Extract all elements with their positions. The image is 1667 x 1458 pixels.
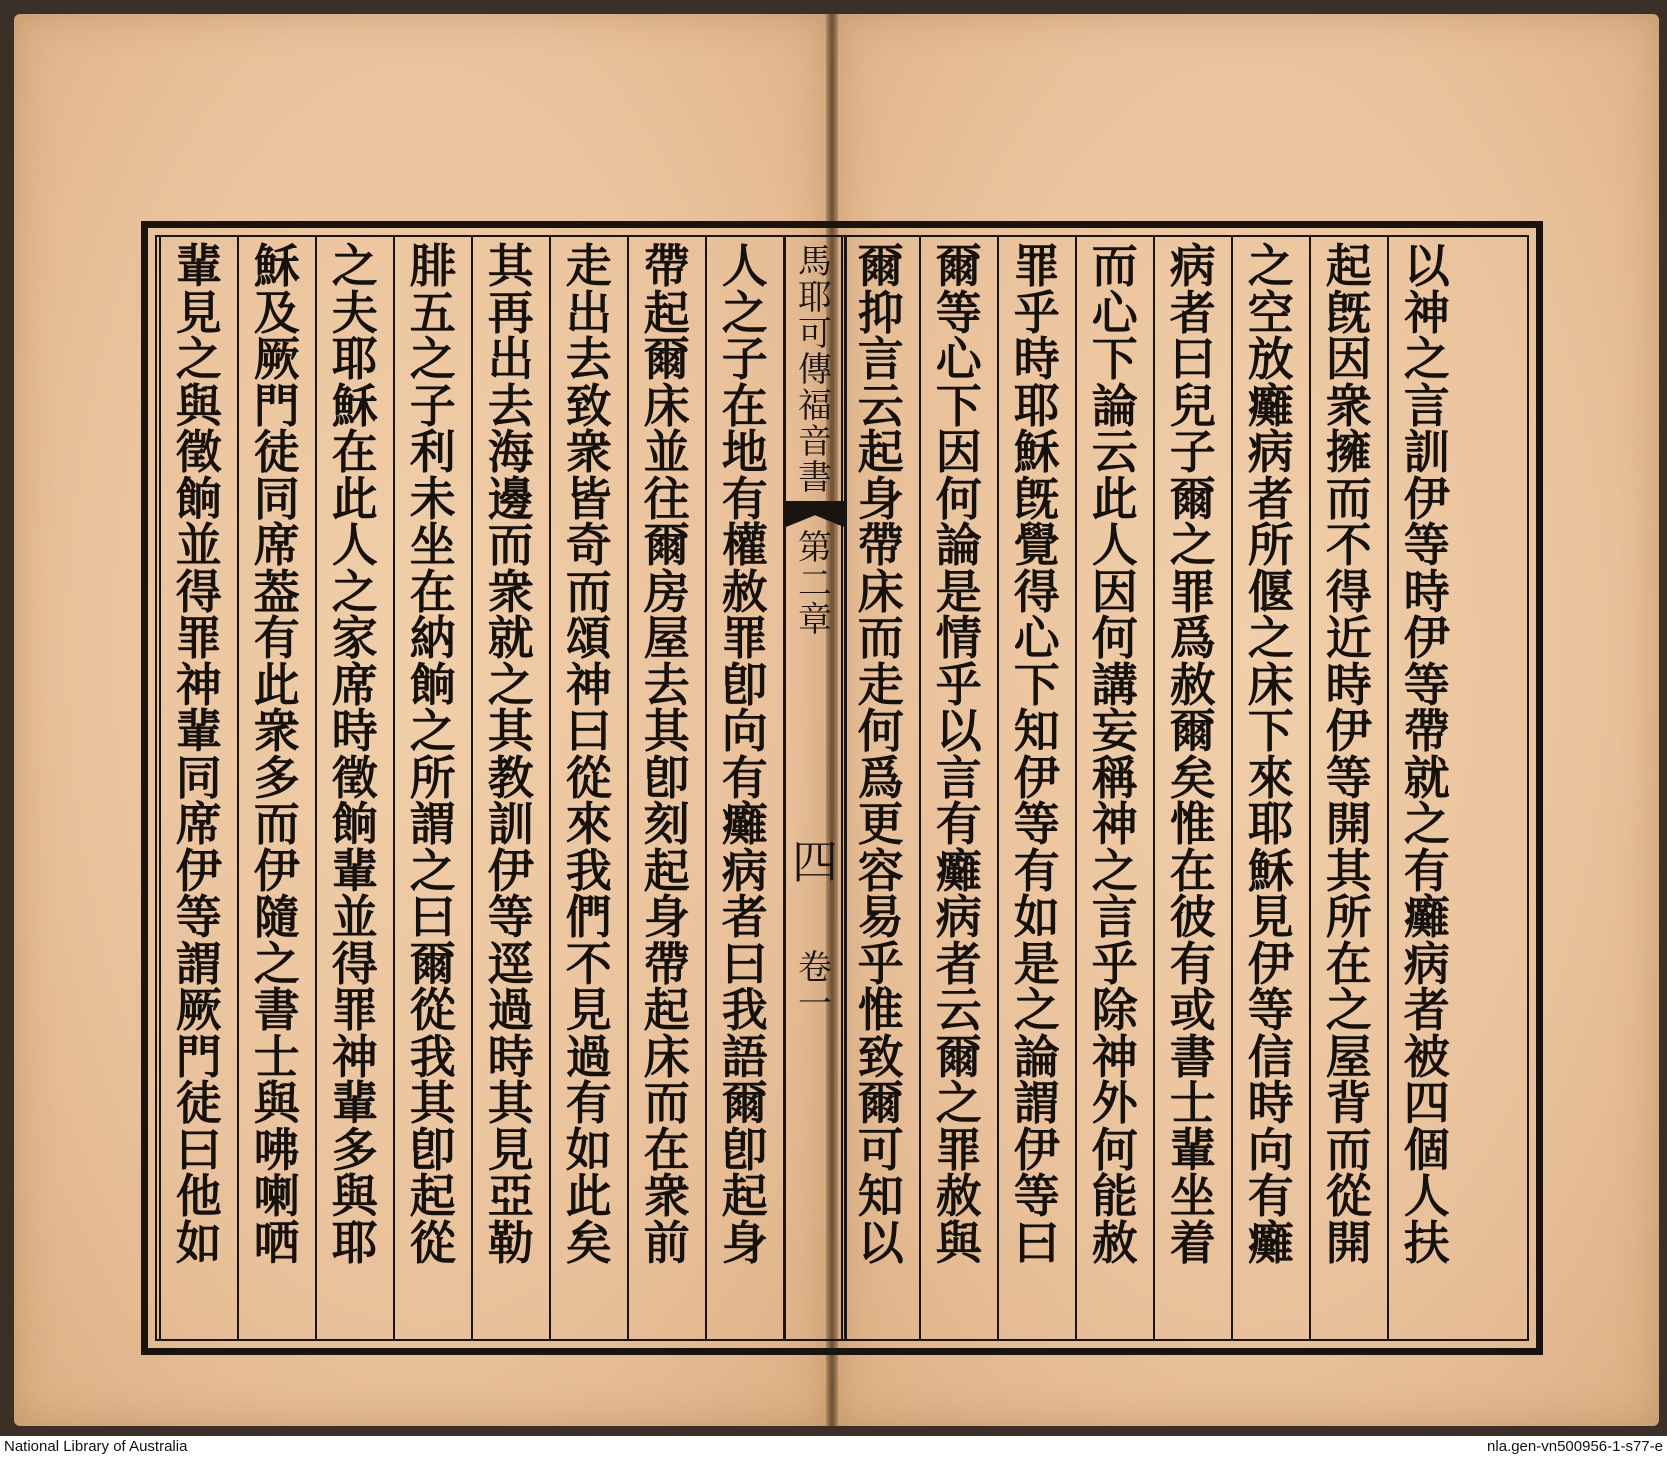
chapter-label: 第 二 章 <box>798 528 832 640</box>
title-strip <box>783 237 847 1339</box>
volume-label: 卷 一 <box>798 948 832 1024</box>
fish-tail-mark <box>786 501 844 527</box>
institution-credit: National Library of Australia <box>4 1438 188 1455</box>
right-column-3: 之 空 放 癱 病 者 所 偃 之 床 下 來 耶 穌 見 伊 等 信 時 向 有 癱 <box>1231 237 1309 1339</box>
left-column-5: 腓 五 之 子 利 未 坐 在 納 餉 之 所 謂 之 曰 爾 從 我 其 卽 起 從 <box>393 237 471 1339</box>
left-column-1: 人 之 子 在 地 有 權 赦 罪 卽 向 有 癱 病 者 曰 我 語 爾 卽 起 身 <box>705 237 783 1339</box>
text-block <box>155 235 1529 1341</box>
left-column-3: 走 出 去 致 衆 皆 奇 而 頌 神 曰 從 來 我 們 不 見 過 有 如 此 矣 <box>549 237 627 1339</box>
right-column-6: 罪 乎 時 耶 穌 旣 覺 得 心 下 知 伊 等 有 如 是 之 論 謂 伊 等 曰 <box>997 237 1075 1339</box>
left-column-7: 穌 及 厥 門 徒 同 席 葢 有 此 衆 多 而 伊 隨 之 書 士 與 咈 喇 哂 <box>237 237 315 1339</box>
right-column-1: 以 神 之 言 訓 伊 等 時 伊 等 帶 就 之 有 癱 病 者 被 四 個 人 扶 <box>1387 237 1465 1339</box>
page-identifier: nla.gen-vn500956-1-s77-e <box>1487 1438 1663 1455</box>
left-column-2: 帶 起 爾 床 並 往 爾 房 屋 去 其 卽 刻 起 身 帶 起 床 而 在 衆 前 <box>627 237 705 1339</box>
page-number: 四 <box>792 835 838 889</box>
footer-bar <box>0 1436 1667 1458</box>
right-column-7: 爾 等 心 下 因 何 論 是 情 乎 以 言 有 癱 病 者 云 爾 之 罪 赦 與 <box>919 237 997 1339</box>
left-column-6: 之 夫 耶 穌 在 此 人 之 家 席 時 徵 餉 輩 並 得 罪 神 輩 多 與 耶 <box>315 237 393 1339</box>
right-column-2: 起 旣 因 衆 擁 而 不 得 近 時 伊 等 開 其 所 在 之 屋 背 而 從 開 <box>1309 237 1387 1339</box>
right-column-8: 爾 抑 言 云 起 身 帶 床 而 走 何 爲 更 容 易 乎 惟 致 爾 可 知 以 <box>841 237 919 1339</box>
left-column-8: 輩 見 之 與 徵 餉 並 得 罪 神 輩 同 席 伊 等 謂 厥 門 徒 曰 他 如 <box>159 237 237 1339</box>
right-column-5: 而 心 下 論 云 此 人 因 何 講 妄 稱 神 之 言 乎 除 神 外 何 能 赦 <box>1075 237 1153 1339</box>
left-column-4: 其 再 出 去 海 邊 而 衆 就 之 其 教 訓 伊 等 逕 過 時 其 見 亞 勒 <box>471 237 549 1339</box>
text-frame <box>141 221 1543 1355</box>
right-column-4: 病 者 曰 兒 子 爾 之 罪 爲 赦 爾 矣 惟 在 彼 有 或 書 士 輩 坐 着 <box>1153 237 1231 1339</box>
book-title: 馬 耶 可 傳 福 音 書 <box>798 242 832 498</box>
